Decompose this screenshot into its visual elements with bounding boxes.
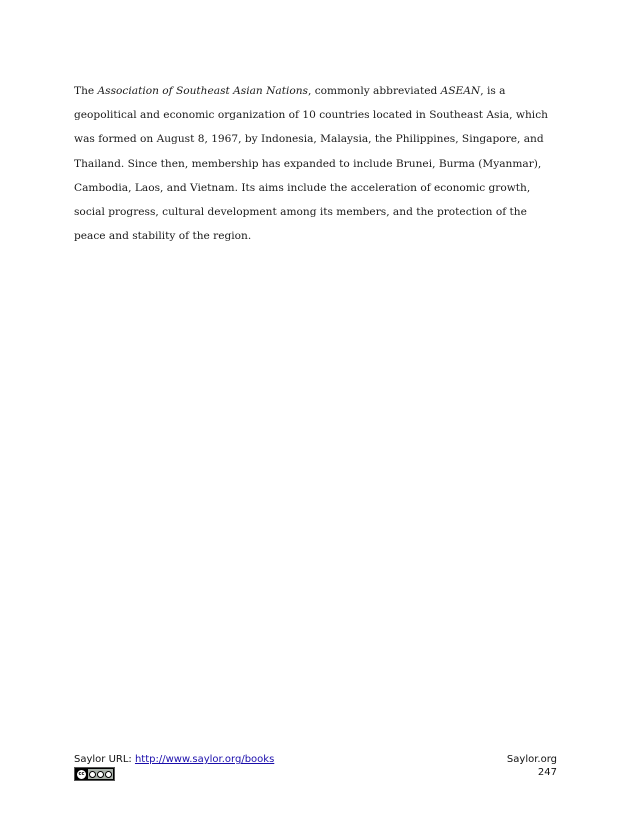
- body-paragraph: [74, 79, 560, 248]
- page-number: 247: [537, 767, 557, 778]
- italic-term-full-name: Association of Southeast Asian Nations: [97, 85, 308, 97]
- text-run: , commonly abbreviated: [307, 85, 441, 97]
- footer-url-label: Saylor URL:: [74, 754, 135, 765]
- footer-site-info: [507, 753, 557, 779]
- text-run: The: [74, 85, 98, 97]
- footer-site-name: Saylor.org: [506, 754, 557, 765]
- sharealike-icon: [105, 771, 112, 778]
- footer-url-link[interactable]: http://www.saylor.org/books: [134, 754, 275, 765]
- cc-logo-icon: cc: [76, 769, 87, 780]
- text-run: , is a geopolitical and economic organization of 10 countries located in Southeast Asia, which was formed on August 8, 1967, by Indonesia, Malaysia, the Philippines, Singapore, and Thailand. Since then, membership has expanded to include Brunei, Burma (Myanmar), Cambodia, Laos, and Vietnam. Its aims include the acceleration of economic growth, social progress, cultural development among its members, and the protection of the peace and stability of the region.: [74, 85, 548, 243]
- italic-term-acronym: ASEAN: [440, 85, 481, 97]
- attribution-icon: [89, 771, 96, 778]
- license-conditions-icons: [88, 769, 113, 779]
- footer-source: [74, 753, 274, 766]
- noncommercial-icon: [97, 771, 104, 778]
- creative-commons-license-icon: [74, 767, 115, 781]
